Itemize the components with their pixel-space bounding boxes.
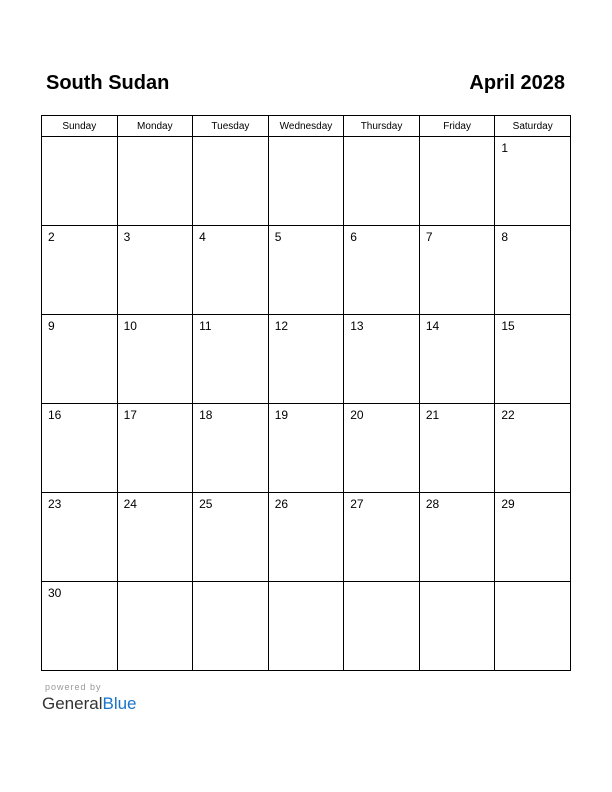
country-title: South Sudan	[46, 72, 170, 94]
calendar-grid	[41, 115, 571, 671]
day-number: 22	[501, 408, 515, 422]
weekday-header: Sunday	[42, 116, 118, 137]
day-cell	[117, 404, 193, 493]
day-cell	[495, 137, 571, 226]
day-cell	[344, 493, 420, 582]
day-number	[344, 582, 419, 586]
day-number: 8	[501, 230, 509, 244]
day-cell	[268, 137, 344, 226]
weekday-header: Wednesday	[268, 116, 344, 137]
day-cell	[268, 582, 344, 671]
day-number: 5	[274, 230, 282, 244]
weekday-header: Saturday	[495, 116, 571, 137]
day-number: 17	[123, 408, 137, 422]
day-number	[420, 137, 495, 141]
day-number	[118, 137, 193, 141]
day-number: 20	[350, 408, 364, 422]
brand-logo[interactable]	[42, 694, 137, 714]
day-cell	[495, 315, 571, 404]
day-cell	[495, 493, 571, 582]
day-number	[193, 582, 268, 586]
day-number: 9	[48, 319, 55, 333]
day-number: 15	[501, 319, 515, 333]
weekday-header-row	[42, 116, 571, 137]
day-cell	[344, 137, 420, 226]
brand-general: General	[42, 694, 103, 713]
day-cell	[419, 226, 495, 315]
day-number: 18	[199, 408, 213, 422]
day-cell	[344, 226, 420, 315]
day-cell	[344, 582, 420, 671]
day-cell	[193, 493, 269, 582]
day-number: 1	[501, 141, 509, 155]
day-number: 16	[48, 408, 62, 422]
day-cell	[193, 582, 269, 671]
week-row	[42, 226, 571, 315]
day-number: 21	[425, 408, 440, 422]
brand-blue: Blue	[102, 694, 137, 713]
day-cell	[117, 137, 193, 226]
day-cell	[117, 493, 193, 582]
day-cell	[495, 582, 571, 671]
day-number: 23	[48, 497, 62, 511]
day-number	[495, 582, 570, 586]
week-row	[42, 582, 571, 671]
day-number: 26	[274, 497, 289, 511]
day-cell	[268, 315, 344, 404]
day-cell	[117, 315, 193, 404]
day-cell	[117, 226, 193, 315]
day-number: 30	[48, 586, 62, 600]
day-cell	[42, 137, 118, 226]
month-year-title: April 2028	[469, 72, 565, 94]
day-cell	[419, 404, 495, 493]
weekday-header: Monday	[117, 116, 193, 137]
day-cell	[495, 404, 571, 493]
powered-by-text: powered by	[45, 682, 102, 692]
week-row	[42, 137, 571, 226]
day-cell	[268, 226, 344, 315]
day-number	[118, 582, 193, 586]
day-cell	[42, 404, 118, 493]
day-cell	[495, 226, 571, 315]
day-number: 10	[123, 319, 137, 333]
day-number: 24	[123, 497, 137, 511]
day-number	[420, 582, 495, 586]
day-cell	[117, 582, 193, 671]
day-number: 11	[199, 319, 212, 333]
day-number: 12	[274, 319, 289, 333]
day-cell	[193, 315, 269, 404]
day-cell	[268, 493, 344, 582]
day-number: 3	[123, 230, 131, 244]
week-row	[42, 404, 571, 493]
day-cell	[268, 404, 344, 493]
day-cell	[344, 404, 420, 493]
day-number: 29	[501, 497, 515, 511]
day-number	[269, 582, 344, 586]
day-cell	[42, 315, 118, 404]
day-number: 6	[350, 230, 357, 244]
day-number	[344, 137, 419, 141]
week-row	[42, 315, 571, 404]
day-number: 14	[425, 319, 440, 333]
day-cell	[419, 315, 495, 404]
day-number: 28	[425, 497, 440, 511]
weekday-header: Friday	[419, 116, 495, 137]
day-number	[42, 137, 117, 141]
day-number: 7	[425, 230, 433, 244]
day-number	[269, 137, 344, 141]
day-number: 4	[199, 230, 206, 244]
day-cell	[193, 404, 269, 493]
weekday-header: Thursday	[344, 116, 420, 137]
week-row	[42, 493, 571, 582]
day-number: 2	[48, 230, 55, 244]
day-number: 19	[274, 408, 289, 422]
day-cell	[419, 493, 495, 582]
day-cell	[193, 137, 269, 226]
day-number: 13	[350, 319, 364, 333]
day-cell	[193, 226, 269, 315]
day-number	[193, 137, 268, 141]
weekday-header: Tuesday	[193, 116, 269, 137]
day-cell	[344, 315, 420, 404]
day-cell	[42, 582, 118, 671]
day-cell	[42, 226, 118, 315]
day-cell	[419, 582, 495, 671]
day-cell	[419, 137, 495, 226]
day-number: 25	[199, 497, 213, 511]
day-number: 27	[350, 497, 364, 511]
day-cell	[42, 493, 118, 582]
